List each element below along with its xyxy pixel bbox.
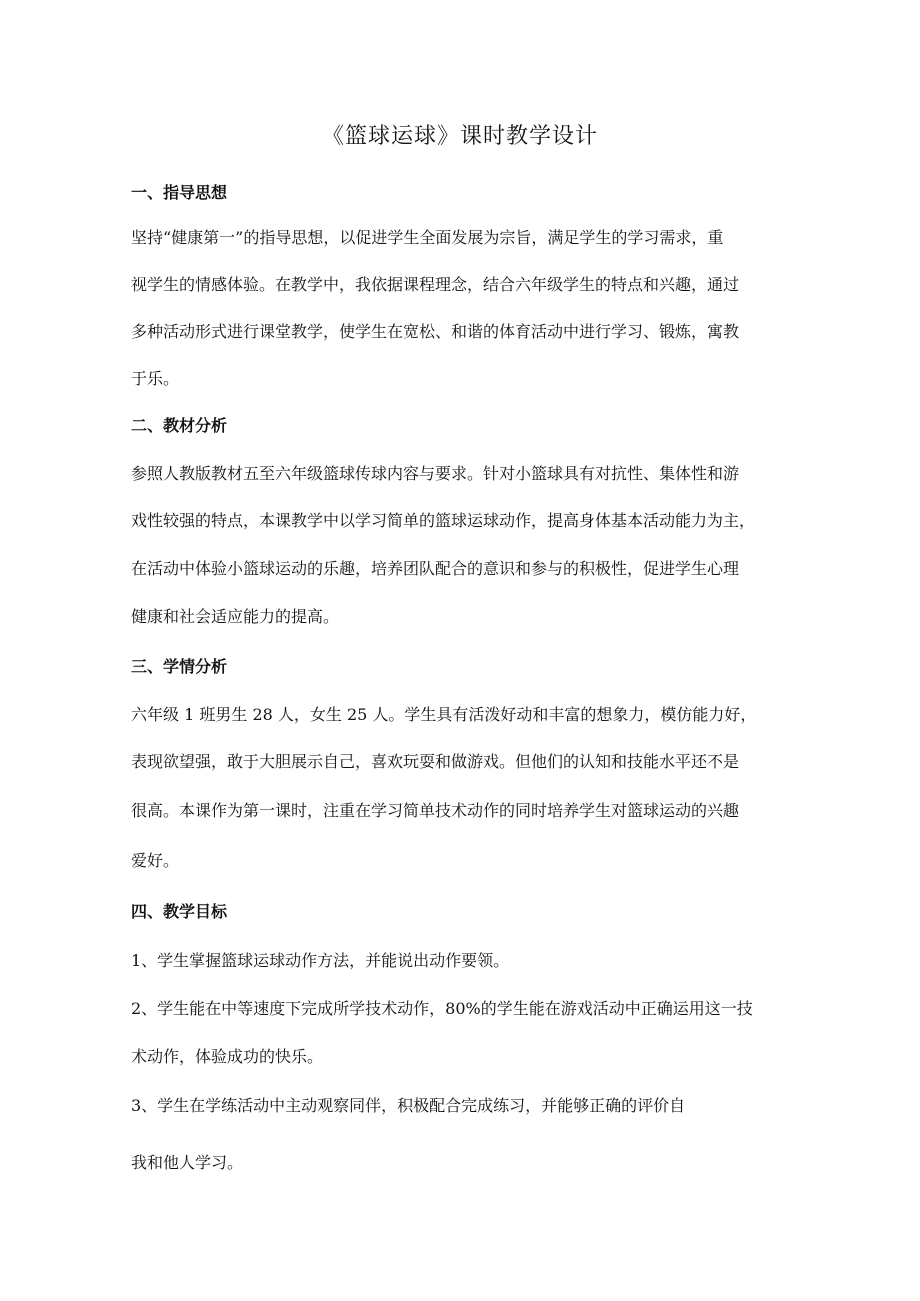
paragraph-line: 六年级 1 班男生 28 人，女生 25 人。学生具有活泼好动和丰富的想象力，模仿能力好， [131, 705, 757, 724]
paragraph-line: 戏性较强的特点，本课教学中以学习简单的篮球运球动作，提高身体基本活动能力为主， [131, 511, 756, 530]
section-heading-material-analysis: 二、教材分析 [131, 416, 228, 435]
section-heading-guiding-ideology: 一、指导思想 [131, 183, 228, 202]
paragraph-line: 多种活动形式进行课堂教学，使学生在宽松、和谐的体育活动中进行学习、锻炼，寓教 [131, 322, 740, 341]
paragraph-line: 在活动中体验小篮球运动的乐趣，培养团队配合的意识和参与的积极性，促进学生心理 [131, 559, 740, 578]
objective-line: 我和他人学习。 [131, 1153, 244, 1172]
paragraph-line: 健康和社会适应能力的提高。 [131, 607, 340, 626]
objective-line: 2、学生能在中等速度下完成所学技术动作，80%的学生能在游戏活动中正确运用这一技 [131, 999, 753, 1018]
paragraph-line: 视学生的情感体验。在教学中，我依据课程理念，结合六年级学生的特点和兴趣，通过 [131, 275, 740, 294]
paragraph-line: 很高。本课作为第一课时，注重在学习简单技术动作的同时培养学生对篮球运动的兴趣 [131, 801, 740, 820]
section-heading-teaching-objectives: 四、教学目标 [131, 902, 228, 921]
paragraph-line: 表现欲望强，敢于大胆展示自己，喜欢玩耍和做游戏。但他们的认知和技能水平还不是 [131, 752, 740, 771]
paragraph-line: 参照人教版教材五至六年级篮球传球内容与要求。针对小篮球具有对抗性、集体性和游 [131, 464, 740, 483]
section-heading-student-analysis: 三、学情分析 [131, 657, 228, 676]
objective-line: 1、学生掌握篮球运球动作方法，并能说出动作要领。 [131, 951, 510, 970]
objective-line: 3、学生在学练活动中主动观察同伴，积极配合完成练习，并能够正确的评价自 [131, 1096, 686, 1115]
paragraph-line: 于乐。 [131, 369, 180, 388]
objective-line: 术动作，体验成功的快乐。 [131, 1047, 324, 1066]
paragraph-line: 坚持“健康第一”的指导思想，以促进学生全面发展为宗旨，满足学生的学习需求，重 [131, 228, 724, 247]
document-title: 《篮球运球》课时教学设计 [321, 124, 598, 149]
paragraph-line: 爱好。 [131, 851, 180, 870]
